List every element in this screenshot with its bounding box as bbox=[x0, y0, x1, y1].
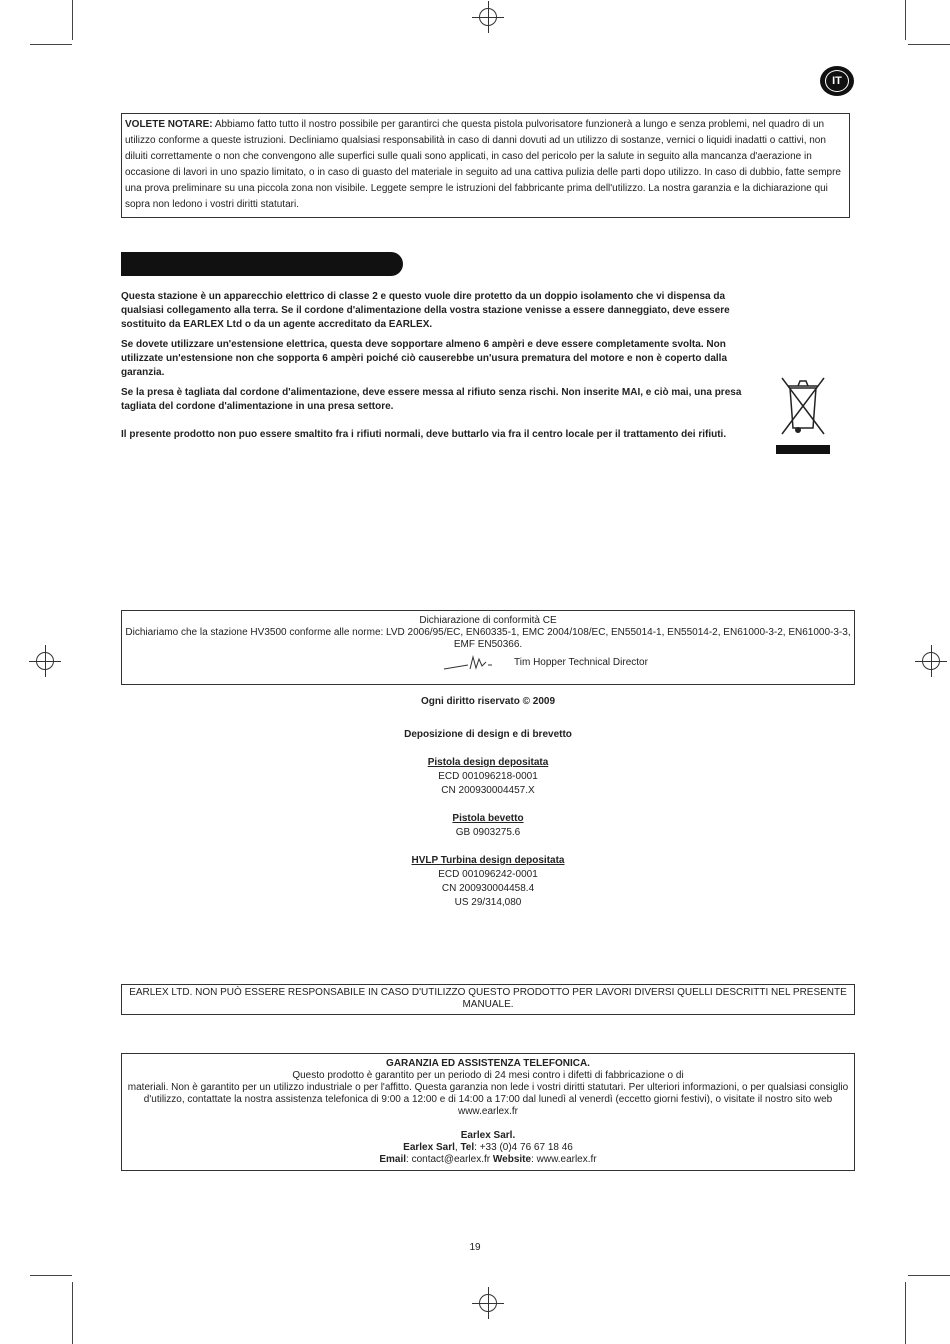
rights-section bbox=[121, 695, 855, 709]
phone-label: Tel bbox=[460, 1142, 475, 1153]
signature-row bbox=[442, 653, 648, 673]
email-line bbox=[126, 1154, 850, 1166]
signature-image bbox=[442, 653, 502, 673]
gun-patent-number: GB 0903275.6 bbox=[455, 827, 521, 838]
patent-section bbox=[121, 728, 855, 910]
crop-mark bbox=[30, 1275, 72, 1276]
language-badge bbox=[820, 66, 854, 96]
phone-company: Earlex Sarl bbox=[403, 1142, 455, 1153]
liability-text: EARLEX LTD. NON PUÒ ESSERE RESPONSABILE IN CASO D'UTILIZZO QUESTO PRODOTTO PER LAVORI DIVERSI QUELLI DESCRITTI NEL PRESENTE MANUALE. bbox=[129, 987, 847, 1010]
deposit-heading: Deposizione di design e di brevetto bbox=[404, 729, 572, 740]
safety-paragraph: Se la presa è tagliata dal cordone d'alimentazione, deve essere messa al rifiuto senza rischi. Non inserite MAI, e ciò mai, una presa tagliata del cordone d'alimentazione in una presa settore. bbox=[121, 387, 742, 412]
copyright-text: Ogni diritto riservato © 2009 bbox=[420, 696, 556, 707]
email-address: : contact@earlex.fr bbox=[406, 1154, 493, 1165]
crop-mark bbox=[72, 0, 73, 40]
gun-patent-heading: Pistola bevetto bbox=[452, 813, 524, 824]
gun-design-number: CN 200930004457.X bbox=[441, 785, 535, 796]
gun-design-number: ECD 001096218-0001 bbox=[438, 771, 538, 782]
page-number: 19 bbox=[469, 1242, 481, 1253]
warranty-body: materiali. Non è garantito per un utilizzo industriale o per l'affitto. Questa garanzia non lede i vostri diritti statutari. Per ulteriori informazioni, o per qualsiasi consiglio d'utilizzo, contattate la nostra assistenza telefonica di 9:00 a 12:00 e di 14:00 a 17:00 dal lunedì al venerdì (eccetto giorni festivi), o visitate il nostro sito web www.earlex.fr bbox=[127, 1082, 849, 1117]
registration-mark-top bbox=[479, 8, 497, 26]
crop-mark bbox=[905, 0, 906, 40]
turbine-design-number: ECD 001096242-0001 bbox=[438, 869, 538, 880]
liability-box bbox=[121, 984, 855, 1015]
registration-mark-right bbox=[922, 652, 940, 670]
turbine-design-number: US 29/314,080 bbox=[454, 897, 522, 908]
website-label: Website bbox=[492, 1154, 532, 1165]
safety-paragraph: Se dovete utilizzare un'estensione elettrica, questa deve sopportare almeno 6 ampèri e deve essere completamente svolta. Non utilizzate un'estensione non che sopporta 6 ampèri poiché ciò causerebbe un'usura prematura del motore e non è coperto dalla garanzia. bbox=[121, 339, 728, 378]
turbine-design-number: CN 200930004458.4 bbox=[441, 883, 535, 894]
notice-box bbox=[121, 113, 850, 218]
email-label: Email bbox=[379, 1154, 407, 1165]
warranty-box bbox=[121, 1053, 855, 1171]
turbine-design-heading: HVLP Turbina design depositata bbox=[411, 855, 565, 866]
company-name: Earlex Sarl. bbox=[460, 1130, 516, 1141]
crop-mark bbox=[908, 1275, 950, 1276]
signer-name: Tim Hopper Technical Director bbox=[514, 657, 648, 668]
crop-mark bbox=[30, 44, 72, 45]
phone-line: Earlex Sarl, Tel: +33 (0)4 76 67 18 46 bbox=[403, 1142, 573, 1153]
safety-section bbox=[121, 290, 766, 448]
declaration-box bbox=[121, 610, 855, 685]
warranty-title: GARANZIA ED ASSISTENZA TELEFONICA. bbox=[386, 1058, 590, 1069]
warranty-line: Questo prodotto è garantito per un periodo di 24 mesi contro i difetti di fabbricazione o di bbox=[292, 1070, 684, 1081]
gun-design-heading: Pistola design depositata bbox=[427, 757, 549, 768]
crop-mark bbox=[908, 44, 950, 45]
declaration-title: Dichiarazione di conformità CE bbox=[419, 615, 557, 626]
crop-mark bbox=[72, 1282, 73, 1344]
declaration-text: Dichiariamo che la stazione HV3500 conforme alle norme: LVD 2006/95/EC, EN60335-1, EMC 2004/108/EC, EN55014-1, EN55014-2, EN61000-3-2, EN61000-3-3, EMF EN50366. bbox=[125, 627, 851, 650]
registration-mark-left bbox=[36, 652, 54, 670]
notice-text: Abbiamo fatto tutto il nostro possibile per garantirci che questa pistola pulvorisatore funzionerà a lungo e senza problemi, nel quadro di un utilizzo conforme a queste istruzioni. Decliniamo qualsiasi responsabilità in caso di danni dovuti ad un utilizzo di sostanze, vernici o liquidi inadatti o cattivi, non diluiti correttamente o non che convengono alle superfici sulle quali sono applicati, in caso del pericolo per la salute in seguito alla mancanza d'aerazione in occasione di lavori in uno spazio limitato, o in caso di guasto del materiale in seguito ad una cattiva pulizia delle parti dopo utilizzo. In caso di dubbio, fatte sempre una prova preliminare su una piccola zona non visibile. Leggete sempre le istruzioni del fabbricante prima dell'utilizzo. La nostra garanzia e la dichiarazione qui sopra non ledono i vostri diritti statutari. bbox=[125, 119, 841, 210]
language-code: IT bbox=[825, 70, 849, 92]
weee-crossed-bin-icon bbox=[776, 374, 830, 454]
section-header-bar bbox=[121, 252, 403, 276]
phone-number: : +33 (0)4 76 67 18 46 bbox=[474, 1142, 573, 1153]
website-url: : www.earlex.fr bbox=[531, 1154, 597, 1165]
crop-mark bbox=[905, 1282, 906, 1344]
safety-paragraph: Questa stazione è un apparecchio elettrico di classe 2 e questo vuole dire protetto da un doppio isolamento che vi dispensa da qualsiasi collegamento alla terra. Se il cordone d'alimentazione della vostra stazione venisse a essere danneggiato, deve essere sostituito da EARLEX Ltd o da un agente accreditato da EARLEX. bbox=[121, 291, 730, 330]
safety-paragraph: Il presente prodotto non puo essere smaltito fra i rifiuti normali, deve buttarlo via fra il centro locale per il trattamento dei rifiuti. bbox=[121, 429, 727, 440]
registration-mark-bottom bbox=[479, 1294, 497, 1312]
notice-label: VOLETE NOTARE: bbox=[125, 119, 213, 130]
